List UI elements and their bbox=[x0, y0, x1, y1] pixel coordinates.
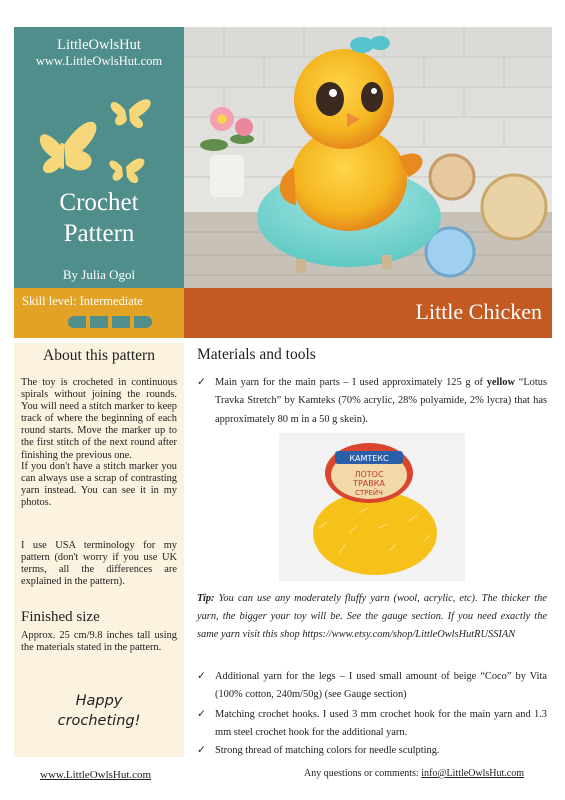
about-paragraph: The toy is crocheted in continuous spirals without joining the rounds. You will need a stitch marker to keep track of where the beginning of each round starts. Move the marker up to the first stitch of the next round after finishing the previous one. bbox=[21, 377, 177, 461]
skill-level-strip bbox=[14, 288, 184, 338]
tip-note bbox=[197, 590, 547, 645]
title-line-1: Crochet bbox=[59, 189, 139, 216]
happy-line-1: Happy bbox=[75, 693, 123, 709]
checkmark-icon: ✓ bbox=[197, 671, 206, 682]
yarn-photo bbox=[279, 433, 465, 581]
pattern-title: Little Chicken bbox=[415, 299, 542, 324]
brand-url: www.LittleOwlsHut.com bbox=[35, 54, 163, 68]
about-heading: About this pattern bbox=[43, 347, 155, 364]
materials-heading: Materials and tools bbox=[197, 346, 316, 363]
skill-level-segment bbox=[112, 316, 130, 328]
materials-item-text: Additional yarn for the legs – I used small amount of beige “Coco” by Vita (100% cotton, 240m/50g) (see Gauge section) bbox=[215, 671, 547, 701]
butterflies-illustration bbox=[30, 75, 170, 195]
materials-item-text: “Lotus Travka Stretch” by Kamteks (70% acrylic, 28% polyamide, 2% lycra) that has approximately 80 m in a 50 g skein). bbox=[215, 377, 547, 425]
about-panel bbox=[14, 343, 184, 757]
title-strip bbox=[184, 288, 552, 338]
brand-name: LittleOwlsHut bbox=[57, 37, 141, 53]
materials-item-text: Main yarn for the main parts – I used approximately 125 g of bbox=[215, 377, 487, 388]
checkmark-icon: ✓ bbox=[197, 377, 206, 388]
materials-item-bold: yellow bbox=[486, 377, 515, 388]
materials-item bbox=[197, 706, 547, 743]
yarn-label-brand: КАМТЕКС bbox=[349, 454, 389, 463]
title-line-2: Pattern bbox=[63, 220, 135, 247]
materials-item-text: Matching crochet hooks. I used 3 mm crochet hook for the main yarn and 1.3 mm steel crochet hook for the additional yarn. bbox=[215, 709, 547, 739]
author-byline: By Julia Ogol bbox=[62, 267, 136, 282]
footer-website-link[interactable]: www.LittleOwlsHut.com bbox=[40, 769, 152, 781]
brand-panel bbox=[14, 27, 184, 288]
finished-size-heading: Finished size bbox=[21, 609, 100, 625]
skill-level-segment bbox=[68, 316, 86, 328]
yarn-label-line: СТРЕЙЧ bbox=[355, 489, 383, 497]
footer-contact bbox=[304, 768, 524, 779]
skill-level-segment bbox=[134, 316, 152, 328]
materials-item bbox=[197, 742, 547, 760]
hero-photo bbox=[184, 27, 552, 288]
about-paragraph: If you don't have a stitch marker you can always use a scrap of contrasting yarn instead. You can see it in my photos. bbox=[21, 461, 177, 509]
checkmark-icon: ✓ bbox=[197, 709, 206, 720]
footer-contact-label: Any questions or comments: bbox=[304, 768, 422, 779]
about-paragraph: I use USA terminology for my pattern (don't worry if you use UK terms, all the differences are explained in the pattern). bbox=[21, 540, 177, 588]
butterfly-small-top-icon bbox=[111, 99, 151, 128]
footer-email-link[interactable]: info@LittleOwlsHut.com bbox=[421, 768, 525, 779]
materials-item bbox=[197, 668, 547, 705]
checkmark-icon: ✓ bbox=[197, 745, 206, 756]
yarn-label-line: ТРАВКА bbox=[353, 479, 385, 488]
tip-text: You can use any moderately fluffy yarn (wool, acrylic, etc). The thicker the yarn, the bigger your toy will be. See the gauge section. If you need exactly the same yarn visit this shop https://www.etsy.com/shop/LittleOwlsHutRUSSIAN bbox=[197, 593, 547, 641]
skill-level-segment bbox=[90, 316, 108, 328]
finished-size-text: Approx. 25 cm/9.8 inches tall using the materials stated in the pattern. bbox=[21, 630, 177, 654]
happy-crocheting-note bbox=[14, 691, 184, 731]
butterfly-large-icon bbox=[40, 122, 97, 173]
butterfly-small-bottom-icon bbox=[109, 158, 144, 183]
materials-item bbox=[197, 374, 547, 429]
happy-line-2: crocheting! bbox=[57, 713, 141, 729]
skill-level-label: Skill level: Intermediate bbox=[22, 294, 143, 308]
yarn-label-line: ЛОТОС bbox=[354, 470, 384, 479]
materials-item-text: Strong thread of matching colors for needle sculpting. bbox=[215, 745, 440, 756]
tip-label: Tip: bbox=[197, 593, 215, 604]
